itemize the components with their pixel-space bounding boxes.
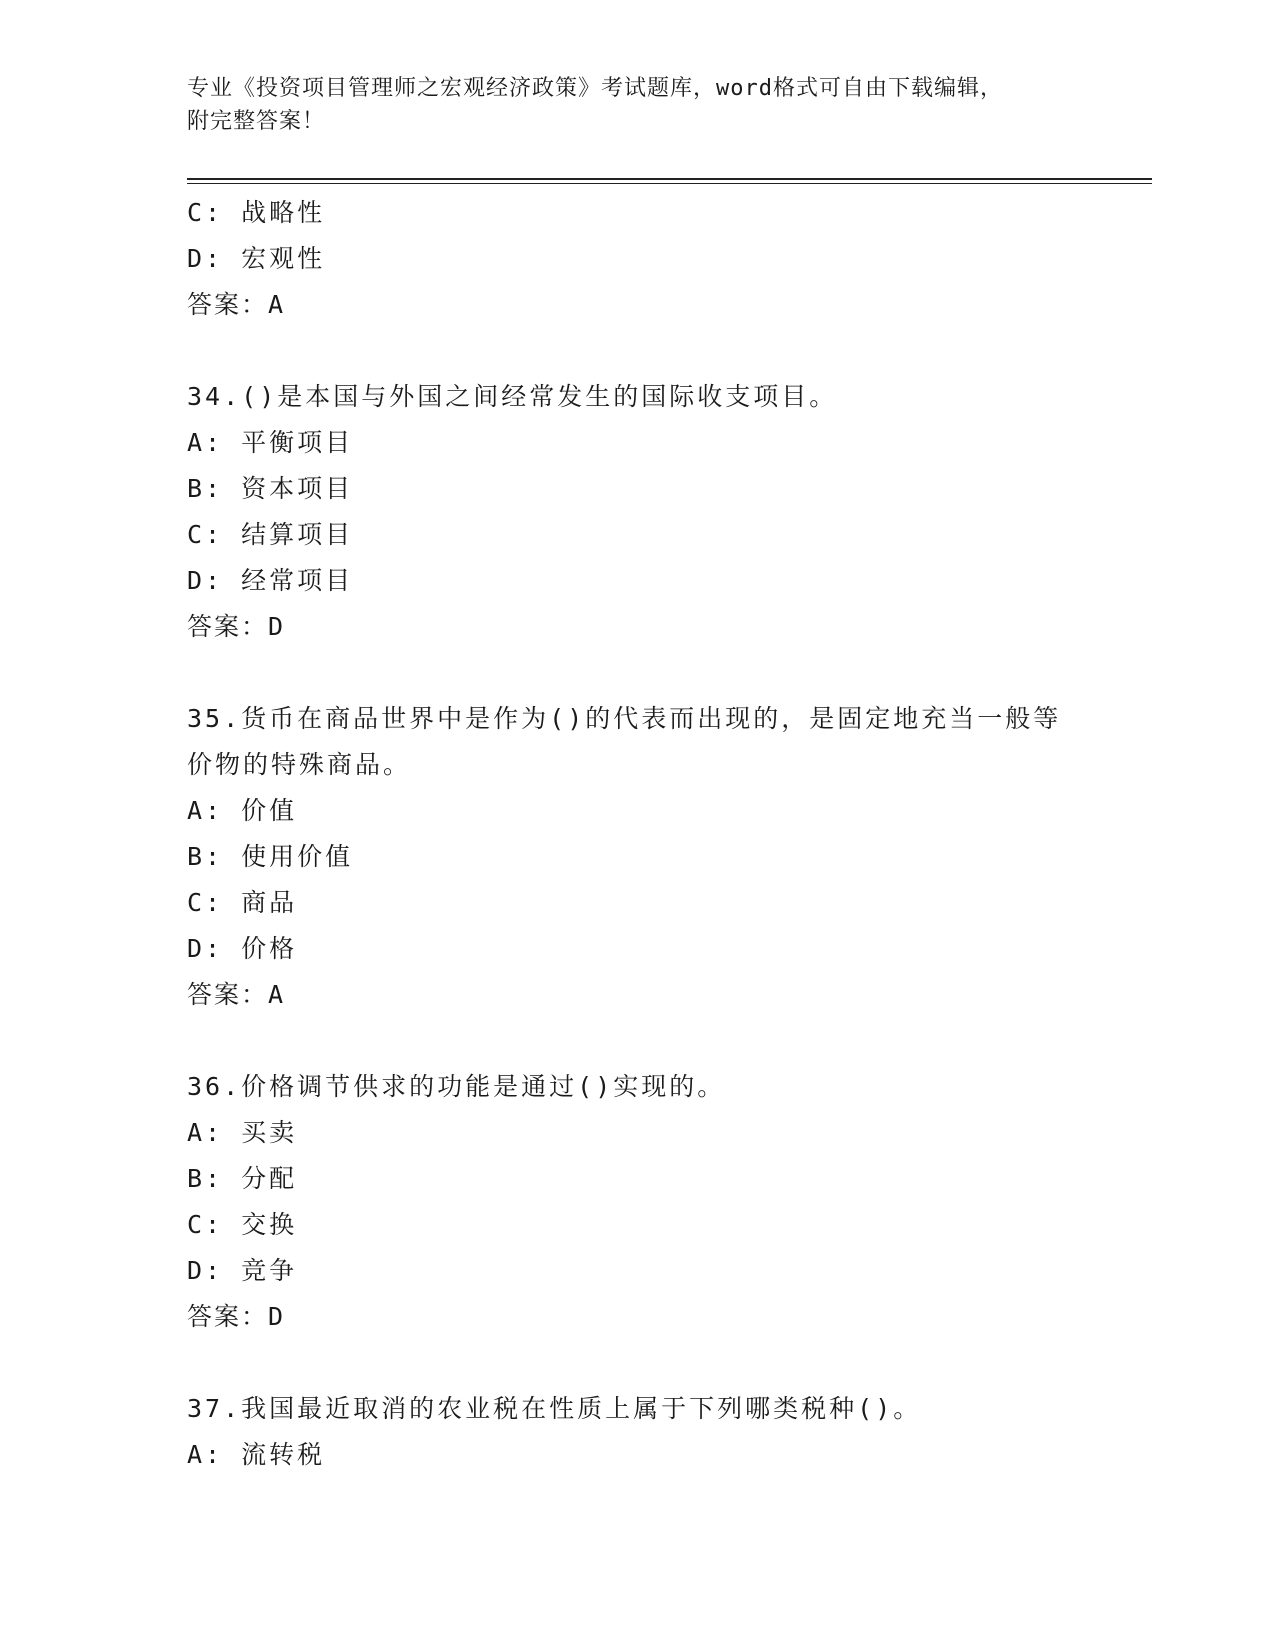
question-text: 37.我国最近取消的农业税在性质上属于下列哪类税种()。 bbox=[187, 1394, 922, 1423]
option-c: C: 战略性 bbox=[187, 198, 326, 227]
option-a: A: 买卖 bbox=[187, 1118, 298, 1147]
header-line-2: 附完整答案！ bbox=[187, 109, 326, 134]
option-b: B: 资本项目 bbox=[187, 474, 354, 503]
answer-line: 答案：A bbox=[187, 980, 286, 1009]
question-37 bbox=[187, 1386, 1087, 1478]
option-d: D: 经常项目 bbox=[187, 566, 354, 595]
document-header bbox=[187, 72, 1087, 138]
question-36 bbox=[187, 1064, 1087, 1340]
option-c: C: 交换 bbox=[187, 1210, 298, 1239]
option-c: C: 结算项目 bbox=[187, 520, 354, 549]
header-line-1: 专业《投资项目管理师之宏观经济政策》考试题库，word格式可自由下载编辑， bbox=[187, 76, 1003, 101]
question-34 bbox=[187, 374, 1087, 650]
question-text: 34.()是本国与外国之间经常发生的国际收支项目。 bbox=[187, 382, 838, 411]
answer-line: 答案：D bbox=[187, 1302, 286, 1331]
header-divider-thick bbox=[187, 178, 1152, 180]
question-text-line-2: 价物的特殊商品。 bbox=[187, 750, 412, 779]
option-d: D: 竞争 bbox=[187, 1256, 298, 1285]
question-text: 36.价格调节供求的功能是通过()实现的。 bbox=[187, 1072, 726, 1101]
question-33-continued bbox=[187, 190, 1087, 328]
option-d: D: 价格 bbox=[187, 934, 298, 963]
option-c: C: 商品 bbox=[187, 888, 298, 917]
question-35 bbox=[187, 696, 1087, 1018]
option-d: D: 宏观性 bbox=[187, 244, 326, 273]
question-text-line-1: 35.货币在商品世界中是作为()的代表而出现的，是固定地充当一般等 bbox=[187, 704, 1062, 733]
option-b: B: 分配 bbox=[187, 1164, 298, 1193]
option-a: A: 平衡项目 bbox=[187, 428, 354, 457]
answer-line: 答案：A bbox=[187, 290, 286, 319]
option-a: A: 价值 bbox=[187, 796, 298, 825]
header-divider-thin bbox=[187, 183, 1152, 184]
option-a: A: 流转税 bbox=[187, 1440, 326, 1469]
document-body bbox=[187, 190, 1087, 1478]
option-b: B: 使用价值 bbox=[187, 842, 354, 871]
answer-line: 答案：D bbox=[187, 612, 286, 641]
